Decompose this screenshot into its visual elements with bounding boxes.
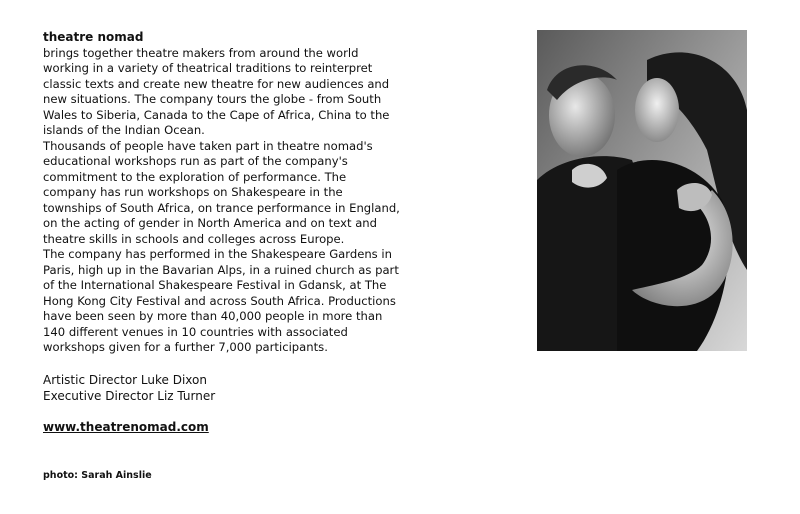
company-name-heading: theatre nomad — [43, 30, 144, 44]
intro-paragraph: brings together theatre makers from around the world working in a variety of theatrical traditions to reinterpret classic texts and create new theatre for new audiences and new situations. The company tours the globe - from South Wales to Siberia, Canada to the Cape of Africa, China to the islands of the Indian Ocean. — [43, 45, 390, 137]
photo-credit: photo: Sarah Ainslie — [43, 470, 152, 481]
artistic-director-line: Artistic Director Luke Dixon — [43, 372, 207, 387]
directors-block — [43, 372, 403, 404]
website-link[interactable]: www.theatrenomad.com — [43, 419, 209, 434]
workshops-paragraph: Thousands of people have taken part in theatre nomad's educational workshops run as part of the company's commitment to the exploration of performance. The company has run workshops on Shakespeare in the townships of South Africa, on trance performance in England, on the acting of gender in North America and on text and theatre skills in schools and colleges across Europe. — [43, 138, 400, 246]
main-text-column — [43, 30, 403, 435]
performers-photo-image — [537, 30, 747, 351]
executive-director-line: Executive Director Liz Turner — [43, 388, 216, 403]
performers-photo — [537, 30, 747, 351]
performances-paragraph: The company has performed in the Shakespeare Gardens in Paris, high up in the Bavarian Alps, in a ruined church as part of the International Shakespeare Festival in Gdansk, at The Hong Kong City Festival and across South Africa. Productions have been seen by more than 40,000 people in more than 140 different venues in 10 countries with associated workshops given for a further 7,000 participants. — [43, 247, 399, 354]
